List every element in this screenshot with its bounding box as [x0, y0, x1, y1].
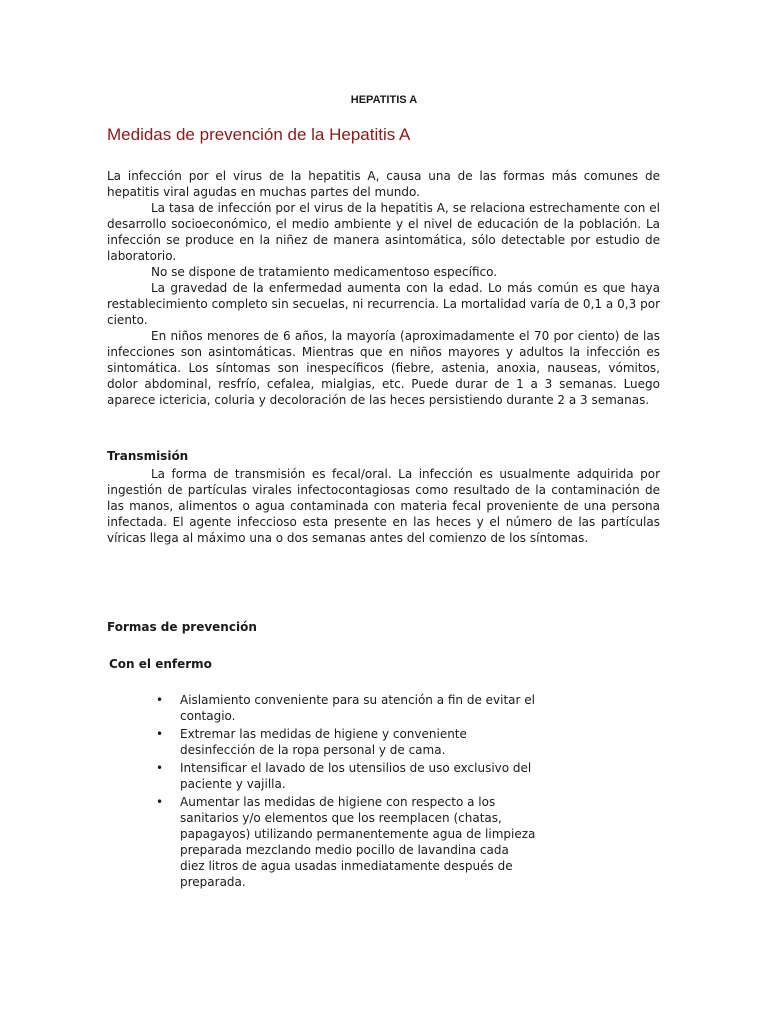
intro-paragraph-3: No se dispone de tratamiento medicamentoso específico. — [151, 265, 498, 279]
list-item — [156, 692, 536, 724]
transmission-section — [107, 448, 660, 546]
prevention-subheading: Con el enfermo — [109, 657, 212, 671]
prevention-list — [156, 692, 536, 892]
transmission-paragraph: La forma de transmisión es fecal/oral. La infección es usualmente adquirida por ingestión de partículas virales infectocontagiosas como resultado de la contaminación de las manos, alimentos o agua contaminada con materia fecal proveniente de una persona infectada. El agente infeccioso esta presente en las heces y el número de las partículas víricas llega al máximo una o dos semanas antes del comienzo de los síntomas. — [107, 467, 660, 545]
intro-paragraph-1: La infección por el virus de la hepatitis A, causa una de las formas más comunes de hepatitis viral agudas en muchas partes del mundo. — [107, 169, 660, 199]
bullet-icon: • — [156, 727, 164, 741]
list-item-text: Intensificar el lavado de los utensilios de uso exclusivo del paciente y vajilla. — [180, 761, 532, 791]
transmission-heading: Transmisión — [107, 449, 189, 463]
intro-paragraph-5: En niños menores de 6 años, la mayoría (aproximadamente el 70 por ciento) de las infecciones son asintomáticas. Mientras que en niños mayores y adultos la infección es sintomática. Los síntomas son inespecíficos (fiebre, astenia, anoxia, nauseas, vómitos, dolor abdominal, resfrío, cefalea, mialgias, etc. Puede durar de 1 a 3 semanas. Luego aparece ictericia, coluria y decoloración de las heces persistiendo durante 2 a 3 semanas. — [107, 329, 660, 407]
list-item — [156, 794, 536, 890]
list-item — [156, 760, 536, 792]
intro-paragraph-4: La gravedad de la enfermedad aumenta con la edad. Lo más común es que haya restablecimiento completo sin secuelas, ni recurrencia. La mortalidad varía de 0,1 a 0,3 por ciento. — [107, 281, 660, 327]
prevention-heading: Formas de prevención — [107, 620, 257, 634]
bullet-icon: • — [156, 761, 164, 775]
list-item-text: Extremar las medidas de higiene y conveniente desinfección de la ropa personal y de cama. — [180, 727, 467, 757]
list-item-text: Aislamiento conveniente para su atención a fin de evitar el contagio. — [180, 693, 536, 723]
bullet-icon: • — [156, 693, 164, 707]
document-title: HEPATITIS A — [350, 94, 418, 106]
intro-paragraph-2: La tasa de infección por el virus de la hepatitis A, se relaciona estrechamente con el desarrollo socioeconómico, el medio ambiente y el nivel de educación de la población. La infección se produce en la niñez de manera asintomática, sólo detectable por estudio de laboratorio. — [107, 201, 660, 263]
list-item — [156, 726, 536, 758]
bullet-icon: • — [156, 795, 164, 809]
list-item-text: Aumentar las medidas de higiene con respecto a los sanitarios y/o elementos que los reemplacen (chatas, papagayos) utilizando permanentemente agua de limpieza preparada mezclando medio pocillo de lavandina cada diez litros de agua usadas inmediatamente después de preparada. — [180, 795, 536, 889]
intro-section — [107, 168, 660, 408]
page-heading: Medidas de prevención de la Hepatitis A — [107, 125, 411, 144]
